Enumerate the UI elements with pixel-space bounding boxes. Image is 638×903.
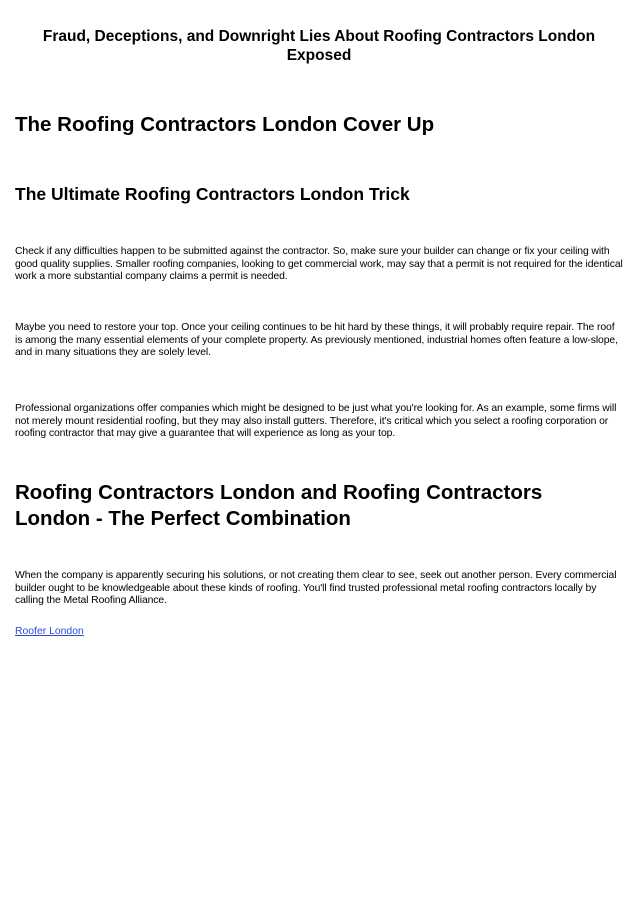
- paragraph-professional-organizations: Professional organizations offer companies which might be designed to be just what you're looking for. As an example, some firms will not merely mount residential roofing, but they may also install gutters. Therefore, it's critical which you select a roofing corporation or roofing contractor that may give a guarantee that will experience as long as your top.: [15, 403, 617, 440]
- heading-perfect-combination: Roofing Contractors London and Roofing Contractors London - The Perfect Combination: [15, 481, 543, 530]
- paragraph-company-securing: When the company is apparently securing his solutions, or not creating them clear to see, seek out another person. Every commercial builder ought to be knowledgeable about these kinds of roofing. You'll find trusted professional metal roofing contractors locally by calling the Metal Roofing Alliance.: [15, 570, 617, 607]
- document-title: Fraud, Deceptions, and Downright Lies About Roofing Contractors London Exposed: [42, 28, 596, 64]
- heading-ultimate-trick: The Ultimate Roofing Contractors London Trick: [15, 184, 410, 204]
- paragraph-restore-top: Maybe you need to restore your top. Once your ceiling continues to be hit hard by these things, it will probably require repair. The roof is among the many essential elements of your complete property. As previously mentioned, industrial homes often feature a low-slope, and in many situations they are solely level.: [15, 322, 618, 359]
- heading-cover-up: The Roofing Contractors London Cover Up: [15, 113, 435, 136]
- paragraph-difficulties: Check if any difficulties happen to be submitted against the contractor. So, make sure your builder can change or fix your ceiling with good quality supplies. Smaller roofing companies, looking to get commercial work, may say that a permit is not required for the identical work a more substantial company claims a permit is needed.: [15, 246, 623, 283]
- roofer-london-link[interactable]: Roofer London: [15, 626, 84, 637]
